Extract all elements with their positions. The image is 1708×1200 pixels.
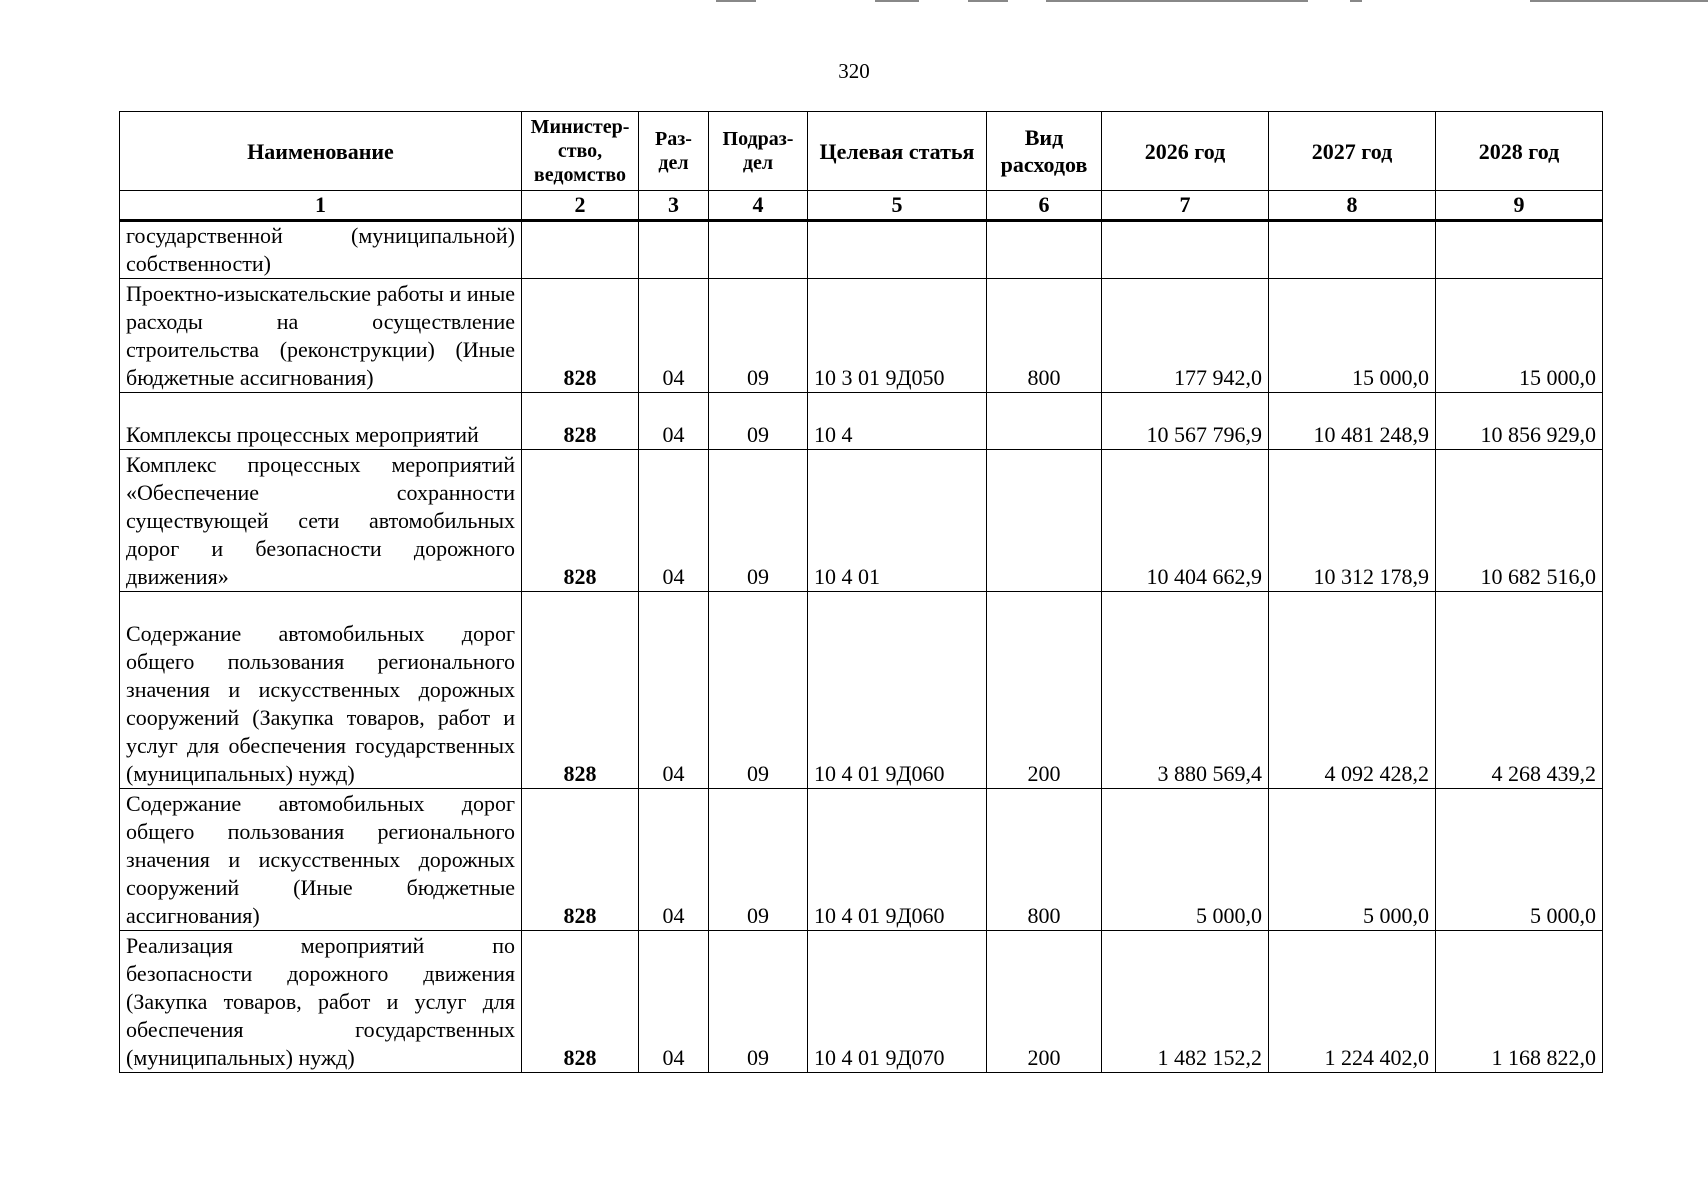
row-target: 10 4 01 9Д060 bbox=[808, 789, 987, 931]
scan-mark bbox=[875, 0, 919, 2]
column-number: 6 bbox=[987, 191, 1102, 221]
row-amount-2027: 1 224 402,0 bbox=[1269, 931, 1436, 1073]
row-section: 04 bbox=[639, 592, 709, 789]
row-section: 04 bbox=[639, 279, 709, 393]
row-amount-2028: 10 856 929,0 bbox=[1436, 393, 1603, 450]
table-row bbox=[120, 221, 1603, 279]
scan-mark bbox=[968, 0, 1008, 2]
row-expense-type bbox=[987, 393, 1102, 450]
row-amount-2027: 4 092 428,2 bbox=[1269, 592, 1436, 789]
row-amount-2026 bbox=[1102, 221, 1269, 279]
row-amount-2027: 5 000,0 bbox=[1269, 789, 1436, 931]
row-target: 10 4 01 9Д060 bbox=[808, 592, 987, 789]
row-amount-2028: 5 000,0 bbox=[1436, 789, 1603, 931]
row-section: 04 bbox=[639, 393, 709, 450]
row-amount-2026: 5 000,0 bbox=[1102, 789, 1269, 931]
row-expense-type: 800 bbox=[987, 279, 1102, 393]
header-subsection: Подраз- дел bbox=[709, 112, 808, 191]
column-number: 8 bbox=[1269, 191, 1436, 221]
column-number: 2 bbox=[522, 191, 639, 221]
row-ministry: 828 bbox=[522, 393, 639, 450]
table-row bbox=[120, 393, 1603, 450]
row-subsection: 09 bbox=[709, 931, 808, 1073]
row-amount-2027 bbox=[1269, 221, 1436, 279]
row-subsection: 09 bbox=[709, 592, 808, 789]
row-target: 10 4 bbox=[808, 393, 987, 450]
column-number: 3 bbox=[639, 191, 709, 221]
header-2027: 2027 год bbox=[1269, 112, 1436, 191]
row-amount-2026: 10 404 662,9 bbox=[1102, 450, 1269, 592]
table-row bbox=[120, 931, 1603, 1073]
row-amount-2028: 15 000,0 bbox=[1436, 279, 1603, 393]
row-section: 04 bbox=[639, 789, 709, 931]
row-subsection bbox=[709, 221, 808, 279]
row-name: государственной (муниципальной) собственности) bbox=[120, 221, 522, 279]
row-ministry: 828 bbox=[522, 592, 639, 789]
row-amount-2027: 10 312 178,9 bbox=[1269, 450, 1436, 592]
table-row bbox=[120, 789, 1603, 931]
row-target bbox=[808, 221, 987, 279]
row-expense-type: 200 bbox=[987, 592, 1102, 789]
header-ministry: Министер- ство, ведомство bbox=[522, 112, 639, 191]
row-ministry: 828 bbox=[522, 789, 639, 931]
row-amount-2026: 177 942,0 bbox=[1102, 279, 1269, 393]
column-number-row bbox=[120, 191, 1603, 221]
row-amount-2026: 1 482 152,2 bbox=[1102, 931, 1269, 1073]
column-number: 9 bbox=[1436, 191, 1603, 221]
row-expense-type bbox=[987, 221, 1102, 279]
row-name: Проектно-изыскательские работы и иные расходы на осуществление строительства (реконструкции) (Иные бюджетные ассигнования) bbox=[120, 279, 522, 393]
row-amount-2026: 3 880 569,4 bbox=[1102, 592, 1269, 789]
row-expense-type: 800 bbox=[987, 789, 1102, 931]
row-section bbox=[639, 221, 709, 279]
scan-mark bbox=[716, 0, 756, 2]
scan-edge-marks bbox=[0, 0, 1708, 6]
row-ministry: 828 bbox=[522, 931, 639, 1073]
row-target: 10 3 01 9Д050 bbox=[808, 279, 987, 393]
row-amount-2027: 15 000,0 bbox=[1269, 279, 1436, 393]
header-expense-type: Вид расходов bbox=[987, 112, 1102, 191]
row-name: Содержание автомобильных дорог общего пользования регионального значения и искусственных дорожных сооружений (Закупка товаров, работ и услуг для обеспечения государственных (муниципальных) нужд) bbox=[120, 592, 522, 789]
page-number: 320 bbox=[838, 59, 870, 83]
row-amount-2028: 4 268 439,2 bbox=[1436, 592, 1603, 789]
scan-mark bbox=[1350, 0, 1362, 2]
row-section: 04 bbox=[639, 931, 709, 1073]
column-number: 1 bbox=[120, 191, 522, 221]
header-2026: 2026 год bbox=[1102, 112, 1269, 191]
row-name: Комплекс процессных мероприятий «Обеспечение сохранности существующей сети автомобильных дорог и безопасности дорожного движения» bbox=[120, 450, 522, 592]
row-name: Реализация мероприятий по безопасности дорожного движения (Закупка товаров, работ и услуг для обеспечения государственных (муниципальных) нужд) bbox=[120, 931, 522, 1073]
scan-mark bbox=[1046, 0, 1308, 2]
row-ministry: 828 bbox=[522, 450, 639, 592]
row-amount-2027: 10 481 248,9 bbox=[1269, 393, 1436, 450]
header-section: Раз- дел bbox=[639, 112, 709, 191]
column-number: 5 bbox=[808, 191, 987, 221]
row-name: Содержание автомобильных дорог общего пользования регионального значения и искусственных дорожных сооружений (Иные бюджетные ассигнования) bbox=[120, 789, 522, 931]
row-amount-2028 bbox=[1436, 221, 1603, 279]
row-target: 10 4 01 9Д070 bbox=[808, 931, 987, 1073]
row-subsection: 09 bbox=[709, 789, 808, 931]
row-amount-2028: 10 682 516,0 bbox=[1436, 450, 1603, 592]
row-expense-type: 200 bbox=[987, 931, 1102, 1073]
row-target: 10 4 01 bbox=[808, 450, 987, 592]
row-subsection: 09 bbox=[709, 450, 808, 592]
header-target: Целевая статья bbox=[808, 112, 987, 191]
header-row bbox=[120, 112, 1603, 191]
row-subsection: 09 bbox=[709, 279, 808, 393]
row-subsection: 09 bbox=[709, 393, 808, 450]
budget-table bbox=[119, 111, 1603, 1073]
table-row bbox=[120, 450, 1603, 592]
row-name: Комплексы процессных мероприятий bbox=[120, 393, 522, 450]
row-ministry bbox=[522, 221, 639, 279]
header-2028: 2028 год bbox=[1436, 112, 1603, 191]
row-amount-2028: 1 168 822,0 bbox=[1436, 931, 1603, 1073]
table-row bbox=[120, 592, 1603, 789]
row-amount-2026: 10 567 796,9 bbox=[1102, 393, 1269, 450]
column-number: 7 bbox=[1102, 191, 1269, 221]
table-row bbox=[120, 279, 1603, 393]
header-name: Наименование bbox=[120, 112, 522, 191]
row-expense-type bbox=[987, 450, 1102, 592]
row-ministry: 828 bbox=[522, 279, 639, 393]
column-number: 4 bbox=[709, 191, 808, 221]
scan-mark bbox=[1530, 0, 1708, 2]
row-section: 04 bbox=[639, 450, 709, 592]
